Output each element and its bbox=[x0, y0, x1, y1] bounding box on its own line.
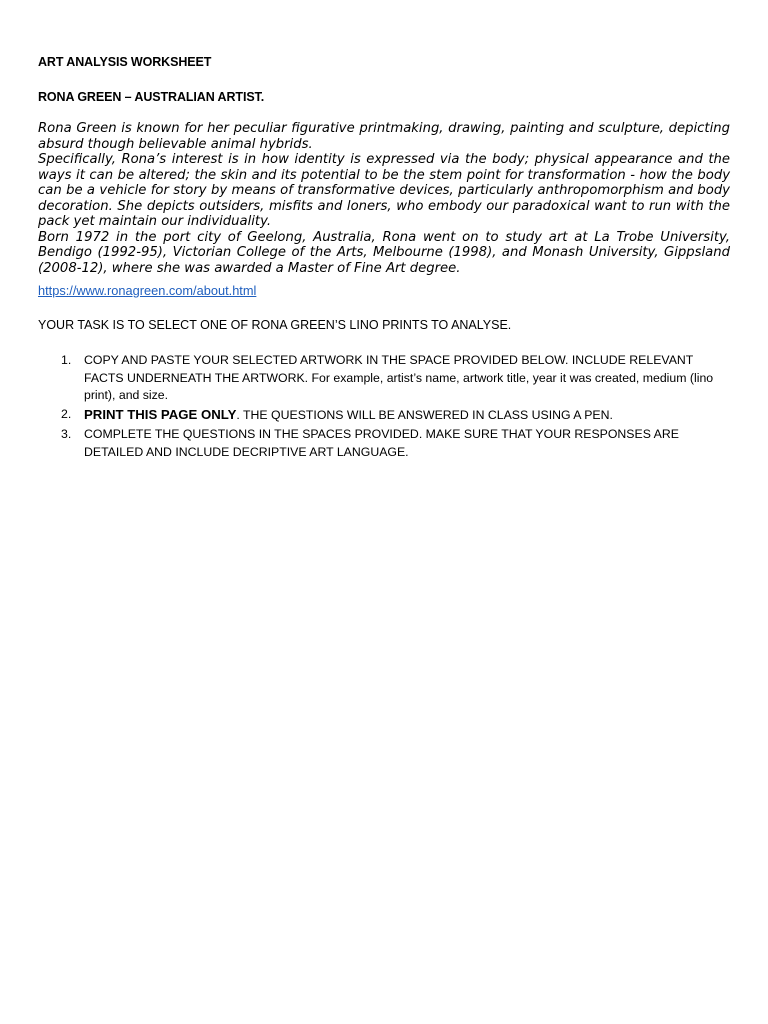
step-text: COPY AND PASTE YOUR SELECTED ARTWORK IN THE SPACE PROVIDED BELOW. INCLUDE RELEVANT FACTS UNDERNEATH THE ARTWORK. For example, artist’s name, artwork title, year it was created, medium (lino print), and size. bbox=[84, 353, 714, 403]
bio-paragraph: Specifically, Rona’s interest is in how identity is expressed via the body; physical appearance and the ways it can be altered; the skin and its potential to be the stem point for transformation - how the body can be a vehicle for story by means of transformative devices, particularly anthropomorphism and body decoration. She depicts outsiders, misfits and loners, who embody our paradoxical want to run with the pack yet maintain our individuality. bbox=[38, 152, 730, 229]
artist-biography bbox=[38, 121, 730, 276]
bio-paragraph: Born 1972 in the port city of Geelong, Australia, Rona went on to study art at La Trobe University, Bendigo (1992-95), Victorian College of the Arts, Melbourne (1998), and Monash University, Gippsland (2008-12), where she was awarded a Master of Fine Art degree. bbox=[38, 229, 730, 276]
worksheet-title: ART ANALYSIS WORKSHEET bbox=[38, 55, 212, 69]
task-instruction: YOUR TASK IS TO SELECT ONE OF RONA GREEN’S LINO PRINTS TO ANALYSE. bbox=[38, 318, 512, 332]
list-item bbox=[38, 352, 730, 405]
step-text: . THE QUESTIONS WILL BE ANSWERED IN CLASS USING A PEN. bbox=[236, 408, 613, 423]
artist-website-link[interactable]: https://www.ronagreen.com/about.html bbox=[38, 283, 257, 298]
step-text: COMPLETE THE QUESTIONS IN THE SPACES PROVIDED. MAKE SURE THAT YOUR RESPONSES ARE DETAILED AND INCLUDE DECRIPTIVE ART LANGUAGE. bbox=[84, 426, 679, 459]
instruction-list bbox=[38, 352, 730, 462]
artist-heading: RONA GREEN – AUSTRALIAN ARTIST. bbox=[38, 90, 265, 104]
list-item bbox=[38, 406, 730, 425]
step-emphasis: PRINT THIS PAGE ONLY bbox=[84, 407, 237, 423]
list-number: 2. bbox=[61, 407, 72, 422]
bio-paragraph: Rona Green is known for her peculiar figurative printmaking, drawing, painting and sculpture, depicting absurd though believable animal hybrids. bbox=[38, 121, 730, 152]
list-number: 3. bbox=[61, 426, 72, 441]
list-item bbox=[38, 426, 730, 461]
list-number: 1. bbox=[61, 353, 72, 367]
